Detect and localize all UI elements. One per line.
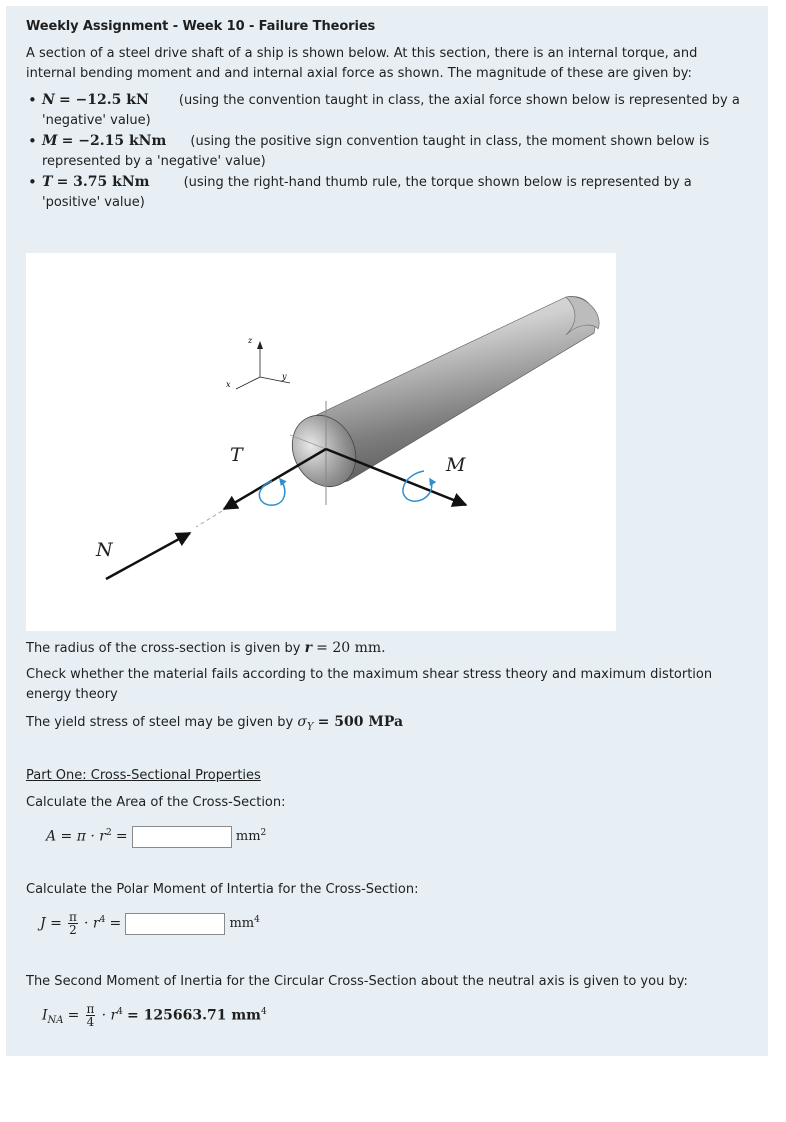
given-item-torque: [26, 172, 746, 213]
polar-equals: =: [109, 915, 122, 932]
inertia-rhs: · r: [101, 1007, 118, 1024]
given-value-N: = −12.5 kN: [58, 92, 149, 108]
given-value-T: = 3.75 kNm: [56, 174, 150, 190]
yield-symbol: σ: [297, 714, 307, 730]
polar-formula-row: [40, 904, 760, 940]
polar-unit: mm: [229, 915, 255, 931]
area-prompt: Calculate the Area of the Cross-Section:: [26, 795, 286, 810]
inertia-lhs: I: [42, 1007, 48, 1024]
yield-value: = 500 MPa: [317, 714, 404, 730]
coordinate-axes-icon: [226, 336, 290, 389]
polar-denominator: 2: [69, 923, 77, 938]
given-value-M: = −2.15 kNm: [61, 133, 167, 149]
axis-extension: [196, 511, 222, 527]
shaft-diagram: [26, 253, 616, 631]
given-item-moment: [26, 131, 746, 172]
radius-text: The radius of the cross-section is given by: [26, 641, 301, 656]
given-symbol-N: N: [42, 92, 55, 108]
polar-fraction: [68, 911, 78, 936]
inertia-denominator: 4: [86, 1015, 95, 1030]
radius-symbol: r: [304, 640, 313, 656]
label-T: T: [230, 444, 243, 466]
given-note-M: (using the positive sign convention taught in class, the moment shown below is represented by a 'negative' value): [42, 134, 710, 169]
shaft-body: [280, 296, 599, 497]
inertia-exponent: 4: [117, 1007, 123, 1017]
axis-label-z: z: [248, 336, 253, 345]
area-exponent: 2: [106, 828, 112, 838]
area-unit: mm: [235, 828, 261, 844]
inertia-unit-exponent: 4: [260, 1007, 267, 1017]
inertia-value: = 125663.71 mm: [127, 1007, 261, 1024]
given-symbol-T: T: [42, 174, 53, 190]
torque-rotation-icon: [259, 479, 284, 505]
area-equals: =: [115, 828, 128, 845]
polar-numerator: π: [68, 910, 77, 925]
inertia-fraction: [86, 1003, 96, 1028]
polar-unit-exponent: 4: [254, 915, 260, 925]
shaft-figure: [26, 253, 616, 631]
label-N: N: [96, 539, 113, 561]
area-answer-input[interactable]: [132, 826, 232, 848]
polar-lhs: J =: [40, 915, 62, 932]
area-formula: A = π · r: [46, 828, 106, 845]
polar-prompt: Calculate the Polar Moment of Intertia for the Cross-Section:: [26, 882, 419, 897]
inertia-formula-row: [42, 996, 762, 1037]
yield-line: [26, 712, 746, 738]
polar-rhs: · r: [83, 915, 100, 932]
area-formula-row: [46, 820, 766, 850]
axis-label-y: y: [282, 372, 287, 381]
given-note-T: (using the right-hand thumb rule, the torque shown below is represented by a 'positive' value): [42, 175, 692, 210]
given-item-axial: [26, 90, 746, 131]
label-M: M: [446, 454, 466, 476]
axis-label-x: x: [226, 380, 231, 389]
given-list: [26, 90, 746, 213]
yield-text: The yield stress of steel may be given by: [26, 715, 294, 730]
inertia-equals: =: [67, 1007, 80, 1024]
part-one-heading[interactable]: Part One: Cross-Sectional Properties: [26, 768, 261, 783]
intro-text: A section of a steel drive shaft of a ship is shown below. At this section, there is an internal torque, and internal bending moment and and internal axial force as shown. The magnitude of these are given by:: [26, 46, 698, 81]
polar-exponent: 4: [99, 915, 106, 925]
given-note-N: (using the convention taught in class, the axial force shown below is represented by a 'negative' value): [42, 93, 740, 128]
inertia-numerator: π: [86, 1002, 95, 1017]
yield-subscript: Y: [306, 721, 314, 733]
inertia-prompt: The Second Moment of Inertia for the Circular Cross-Section about the neutral axis is given to you by:: [26, 974, 688, 989]
axial-force-arrow: [106, 533, 190, 579]
inertia-subscript: NA: [47, 1014, 64, 1026]
check-text: Check whether the material fails according to the maximum shear stress theory and maximum distortion energy theory: [26, 667, 713, 702]
radius-value: = 20 mm.: [316, 640, 386, 656]
polar-answer-input[interactable]: [125, 913, 225, 935]
area-unit-exponent: 2: [260, 828, 267, 838]
page-title: Weekly Assignment - Week 10 - Failure Theories: [26, 19, 376, 34]
radius-line: [26, 638, 746, 659]
given-symbol-M: M: [42, 133, 58, 149]
